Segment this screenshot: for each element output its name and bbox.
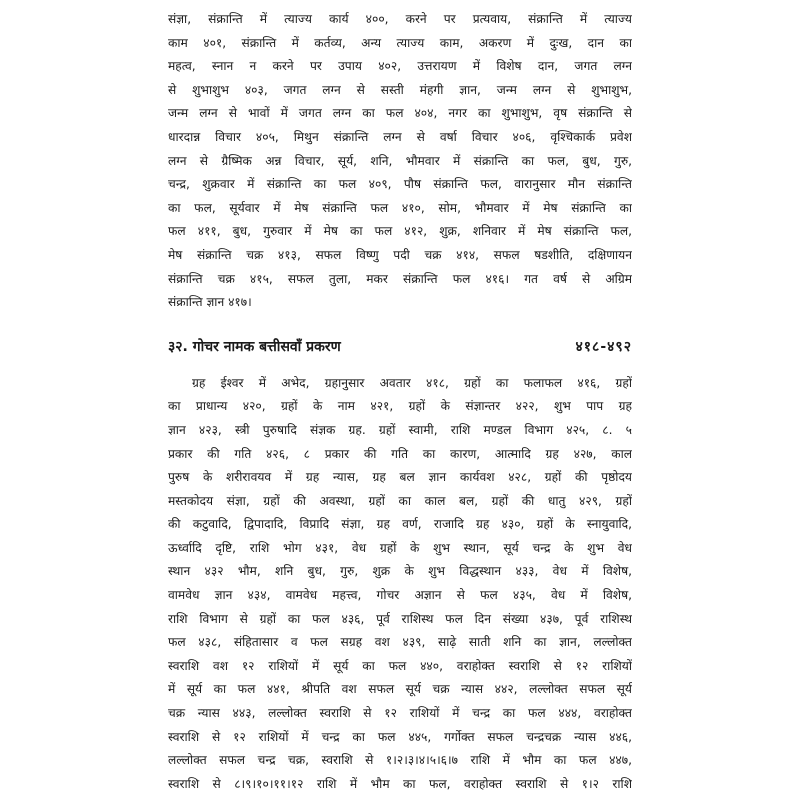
text-line: की कटुवादि, द्विपादादि, विप्रादि संज्ञा, ग्रह वर्ण, राजादि ग्रह ४३०, ग्रहों के स्नायुवादि,: [168, 517, 632, 532]
text-line: मेष संक्रान्ति चक्र ४१३, सफल विष्णु पदी चक्र ४१४, सफल षडशीति, दक्षिणायन: [168, 247, 632, 262]
text-line: स्वराशि से १२ राशियों में चन्द्र का फल ४४५, गर्गोक्त सफल चन्द्रचक्र न्यास ४४६,: [168, 729, 632, 744]
text-line: का प्राधान्य ४२०, ग्रहों के नाम ४२१, ग्रहों के संज्ञान्तर ४२२, शुभ पाप ग्रह: [168, 399, 632, 414]
text-line: स्थान ४३२ भौम, शनि बुध, गुरु, शुक्र के शुभ विद्धस्थान ४३३, वेध में विशेष,: [168, 564, 632, 579]
text-line: महत्व, स्नान न करने पर उपाय ४०२, उत्तरायण में विशेष दान, जगत लग्न: [168, 59, 632, 74]
text-line: ज्ञान ४२३, स्त्री पुरुषादि संज्ञक ग्रह. ग्रहों स्वामी, राशि मण्डल विभाग ४२५, ८. ५: [168, 422, 632, 437]
text-line: वामवेध ज्ञान ४३४, वामवेध महत्त्व, गोचर अज्ञान से फल ४३५, वेध में विशेष,: [168, 588, 632, 603]
section-32-heading: [168, 337, 632, 356]
text-line: फल ४११, बुध, गुरुवार में मेष का फल ४१२, शुक्र, शनिवार में मेष संक्रान्ति फल,: [168, 224, 632, 239]
text-line: से शुभाशुभ ४०३, जगत लग्न से सस्ती मंहगी ज्ञान, जन्म लग्न से शुभाशुभ,: [168, 82, 632, 97]
text-line: चन्द्र, शुक्रवार में संक्रान्ति का फल ४०९, पौष संक्रान्ति फल, वारानुसार मौन संक्रान्ति: [168, 177, 632, 192]
text-line: जन्म लग्न से भावों में जगत लग्न का फल ४०४, नगर का शुभाशुभ, वृष संक्रान्ति से: [168, 106, 632, 121]
text-line: ग्रह ईश्वर में अभेद, ग्रहानुसार अवतार ४१८, ग्रहों का फलाफल ४१६, ग्रहों: [192, 375, 632, 390]
text-line: फल ४३८, संहितासार व फल सग्रह वश ४३९, साढ़े साती शनि का ज्ञान, लल्लोक्त: [168, 635, 632, 650]
text-line: पुरुष के शरीरावयव में ग्रह न्यास, ग्रह बल ज्ञान कार्यवश ४२८, ग्रहों की पृष्ठोदय: [168, 470, 632, 485]
text-line: चक्र न्यास ४४३, लल्लोक्त स्वराशि से १२ राशियों में चन्द्र का फल ४४४, वराहोक्त: [168, 706, 632, 721]
text-line: लग्न से ग्रैष्मिक अन्न विचार, सूर्य, शनि, भौमवार में संक्रान्ति का फल, बुध, गुरु,: [168, 153, 632, 168]
text-line: ऊर्ध्वादि दृष्टि, राशि भोग ४३१, वेध ग्रहों के शुभ स्थान, सूर्य चन्द्र के शुभ वेध: [168, 540, 632, 555]
text-line: लल्लोक्त सफल चन्द्र चक्र, स्वराशि से १।२।३।४।५।६।७ राशि में भौम का फल ४४७,: [168, 753, 632, 768]
text-line: में सूर्य का फल ४४१, श्रीपति वश सफल सूर्य चक्र न्यास ४४२, लल्लोक्त सफल सूर्य: [168, 682, 632, 697]
text-line: धारदान्न विचार ४०५, मिथुन संक्रान्ति लग्न से वर्षा विचार ४०६, वृश्चिकार्क प्रवेश: [168, 129, 632, 144]
text-line: स्वराशि वश १२ राशियों में सूर्य का फल ४४०, वराहोक्त स्वराशि से १२ राशियों: [168, 658, 632, 673]
text-line: काम ४०१, संक्रान्ति में कर्तव्य, अन्य त्याज्य काम, अकरण में दुःख, दान का: [168, 35, 632, 50]
section-title: ३२. गोचर नामक बत्तीसवाँ प्रकरण: [168, 338, 341, 355]
text-line: राशि विभाग से ग्रहों का फल ४३६, पूर्व राशिस्थ फल दिन संख्या ४३७, पूर्व राशिस्थ: [168, 611, 632, 626]
section-32-contents: [168, 372, 632, 797]
text-line: का फल, सूर्यवार में मेष संक्रान्ति फल ४१०, सोम, भौमवार में मेष संक्रान्ति का: [168, 200, 632, 215]
text-line: स्वराशि से ८।९।१०।११।१२ राशि में भौम का फल, वराहोक्त स्वराशि से १।२ राशि: [168, 776, 632, 791]
text-line: संज्ञा, संक्रान्ति में त्याज्य कार्य ४००, करने पर प्रत्यवाय, संक्रान्ति में त्याज्य: [168, 12, 632, 26]
section-31-contents: [168, 8, 632, 315]
page-range: ४१८-४९२: [575, 338, 632, 355]
text-line: संक्रान्ति चक्र ४१५, सफल तुला, मकर संक्रान्ति फल ४१६। गत वर्ष से अग्रिम: [168, 271, 632, 286]
text-line: मस्तकोदय संज्ञा, ग्रहों की अवस्था, ग्रहों का काल बल, ग्रहों की धातु ४२९, ग्रहों: [168, 493, 632, 508]
text-line: संक्रान्ति ज्ञान ४१७।: [168, 295, 252, 310]
text-line: प्रकार की गति ४२६, ८ प्रकार की गति का कारण, आत्मादि ग्रह ४२७, काल: [168, 446, 632, 461]
